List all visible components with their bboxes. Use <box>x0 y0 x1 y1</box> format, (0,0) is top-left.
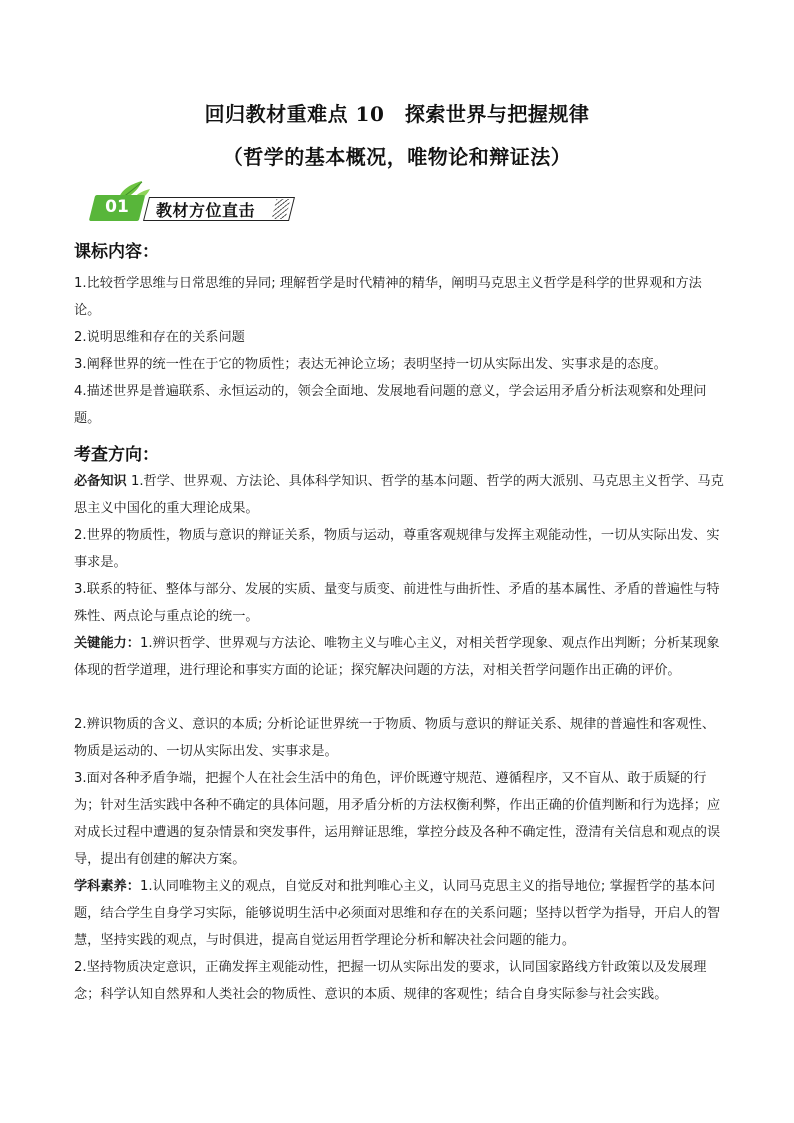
curriculum-item: 1.比较哲学思维与日常思维的异同; 理解哲学是时代精神的精华，阐明马克思主义哲学是科学的世界观和方法论。 <box>74 276 702 318</box>
ability-item: 2.辨识物质的含义、意识的本质; 分析论证世界统一于物质、物质与意识的辩证关系、规律的普遍性和客观性、物质是运动的、一切从实际出发、实事求是。 <box>74 717 716 759</box>
page-title: 回归教材重难点 10 探索世界与把握规律 <box>204 102 590 126</box>
literacy-text: 1.认同唯物主义的观点，自觉反对和批判唯心主义，认同马克思主义的指导地位; 掌握哲学的基本问题，结合学生自身学习实际，能够说明生活中必须面对思维和存在的关系问题；坚持以哲学为指导，开启人的智慧，坚持实践的观点，与时俱进，提高自觉运用哲学理论分析和解决社会问题的能力。 <box>74 879 721 948</box>
ability-item: 3.面对各种矛盾争端，把握个人在社会生活中的角色，评价既遵守规范、遵循程序，又不盲从、敢于质疑的行为；针对生活实践中各种不确定的具体问题，用矛盾分析的方法权衡利弊，作出正确的价值判断和行为选择；应对成长过程中遭遇的复杂情景和突发事件，运用辩证思维，掌控分歧及各种不确定性，澄清有关信息和观点的误导，提出有创建的解决方案。 <box>74 771 721 867</box>
knowledge-label: 必备知识 <box>74 474 127 489</box>
literacy-label: 学科素养： <box>74 879 140 894</box>
literacy-item <box>74 873 724 954</box>
curriculum-item: 4.描述世界是普遍联系、永恒运动的，领会全面地、发展地看问题的意义，学会运用矛盾分析法观察和处理问题。 <box>74 384 707 426</box>
ability-text: 1.辨识哲学、世界观与方法论、唯物主义与唯心主义，对相关哲学现象、观点作出判断；分析某现象体现的哲学道理，进行理论和事实方面的论证；探究解决问题的方法，对相关哲学问题作出正确的评价。 <box>74 636 720 678</box>
exam-heading: 考查方向： <box>74 445 159 465</box>
literacy-item: 2.坚持物质决定意识，正确发挥主观能动性，把握一切从实际出发的要求，认同国家路线方针政策以及发展理念；科学认知自然界和人类社会的物质性、意识的本质、规律的客观性；结合自身实际参与社会实践。 <box>74 960 707 1002</box>
ability-label: 关键能力： <box>74 636 140 651</box>
knowledge-item: 2.世界的物质性，物质与意识的辩证关系，物质与运动，尊重客观规律与发挥主观能动性，一切从实际出发、实事求是。 <box>74 528 720 570</box>
page-subtitle: （哲学的基本概况，唯物论和辩证法） <box>222 145 572 169</box>
curriculum-heading: 课标内容： <box>74 242 159 262</box>
knowledge-item <box>74 468 724 522</box>
knowledge-text: 1.哲学、世界观、方法论、具体科学知识、哲学的基本问题、哲学的两大派别、马克思主义哲学、马克思主义中国化的重大理论成果。 <box>74 474 724 516</box>
ability-item <box>74 630 724 684</box>
curriculum-item: 3.阐释世界的统一性在于它的物质性；表达无神论立场；表明坚持一切从实际出发、实事求是的态度。 <box>74 357 667 372</box>
section-banner <box>88 179 300 225</box>
section-number: 01 <box>105 197 129 217</box>
curriculum-item: 2.说明思维和存在的关系问题 <box>74 330 245 345</box>
knowledge-item: 3.联系的特征、整体与部分、发展的实质、量变与质变、前进性与曲折性、矛盾的基本属性、矛盾的普遍性与特殊性、两点论与重点论的统一。 <box>74 582 720 624</box>
section-title: 教材方位直击 <box>156 201 256 220</box>
